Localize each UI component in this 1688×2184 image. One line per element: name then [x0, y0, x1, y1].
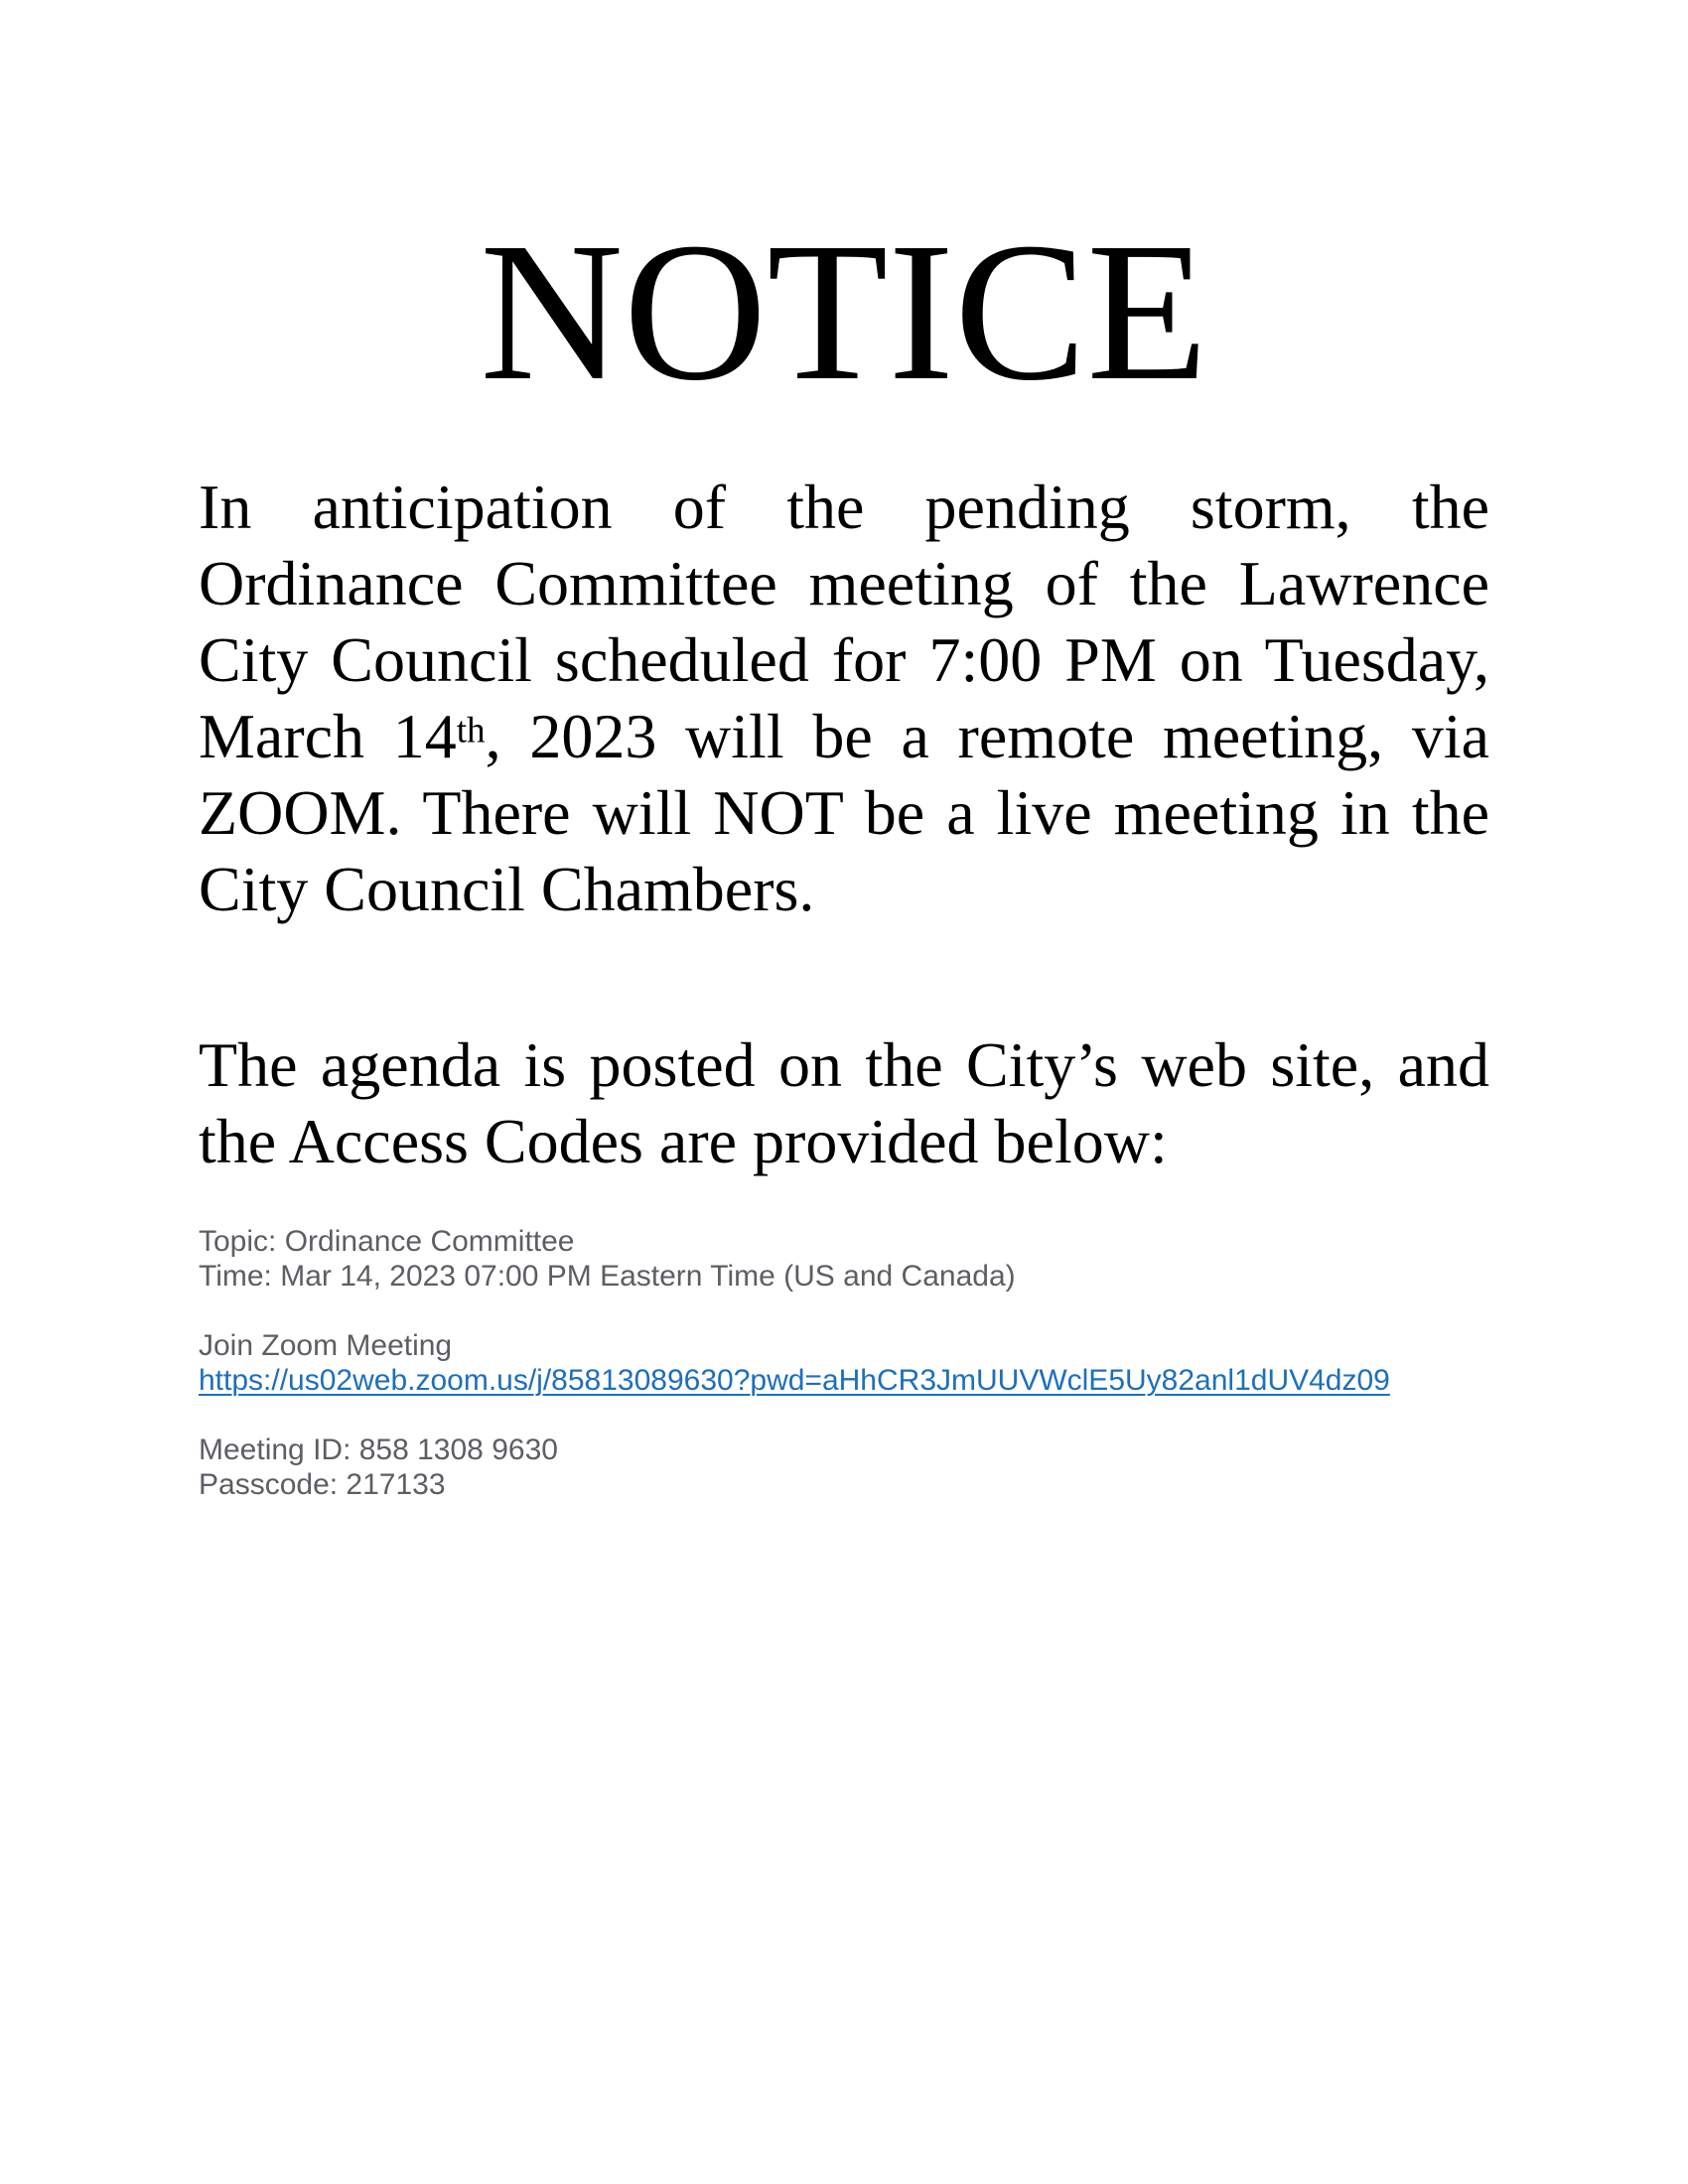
topic-time-group [199, 1224, 1489, 1294]
date-text: March 14 [199, 701, 457, 771]
credentials-group [199, 1433, 1489, 1502]
notice-title: NOTICE [480, 203, 1208, 422]
ordinal-superscript: th [456, 710, 486, 751]
body-line-7: The agenda is posted on the City’s web site, and [199, 1029, 1489, 1100]
body-line-6: City Council Chambers. [199, 854, 815, 924]
body-line-8: the Access Codes are provided below: [199, 1106, 1168, 1176]
meeting-details-block [199, 1224, 1489, 1502]
join-zoom-label: Join Zoom Meeting [199, 1329, 453, 1362]
meeting-time: Time: Mar 14, 2023 07:00 PM Eastern Time (US and Canada) [199, 1260, 1016, 1293]
zoom-meeting-link[interactable]: https://us02web.zoom.us/j/85813089630?pwd=aHhCR3JmUUVWclE5Uy82anl1dUV4dz09 [199, 1364, 1390, 1397]
join-link-group [199, 1328, 1489, 1398]
meeting-topic: Topic: Ordinance Committee [199, 1225, 575, 1258]
body-line-1: In anticipation of the pending storm, the [199, 472, 1489, 542]
body-line-5: ZOOM. There will NOT be a live meeting in the [199, 777, 1489, 848]
meeting-id: Meeting ID: 858 1308 9630 [199, 1433, 558, 1466]
notice-body-paragraph-2 [199, 1026, 1489, 1179]
body-line-4 [199, 698, 1489, 774]
notice-body-paragraph-1 [199, 469, 1489, 927]
body-line-2: Ordinance Committee meeting of the Lawrence [199, 548, 1489, 618]
date-continuation-text: , 2023 will be a remote meeting, via [485, 701, 1490, 771]
body-line-3: City Council scheduled for 7:00 PM on Tuesday, [199, 624, 1489, 695]
join-link-line [199, 1363, 1489, 1398]
meeting-passcode: Passcode: 217133 [199, 1468, 446, 1501]
